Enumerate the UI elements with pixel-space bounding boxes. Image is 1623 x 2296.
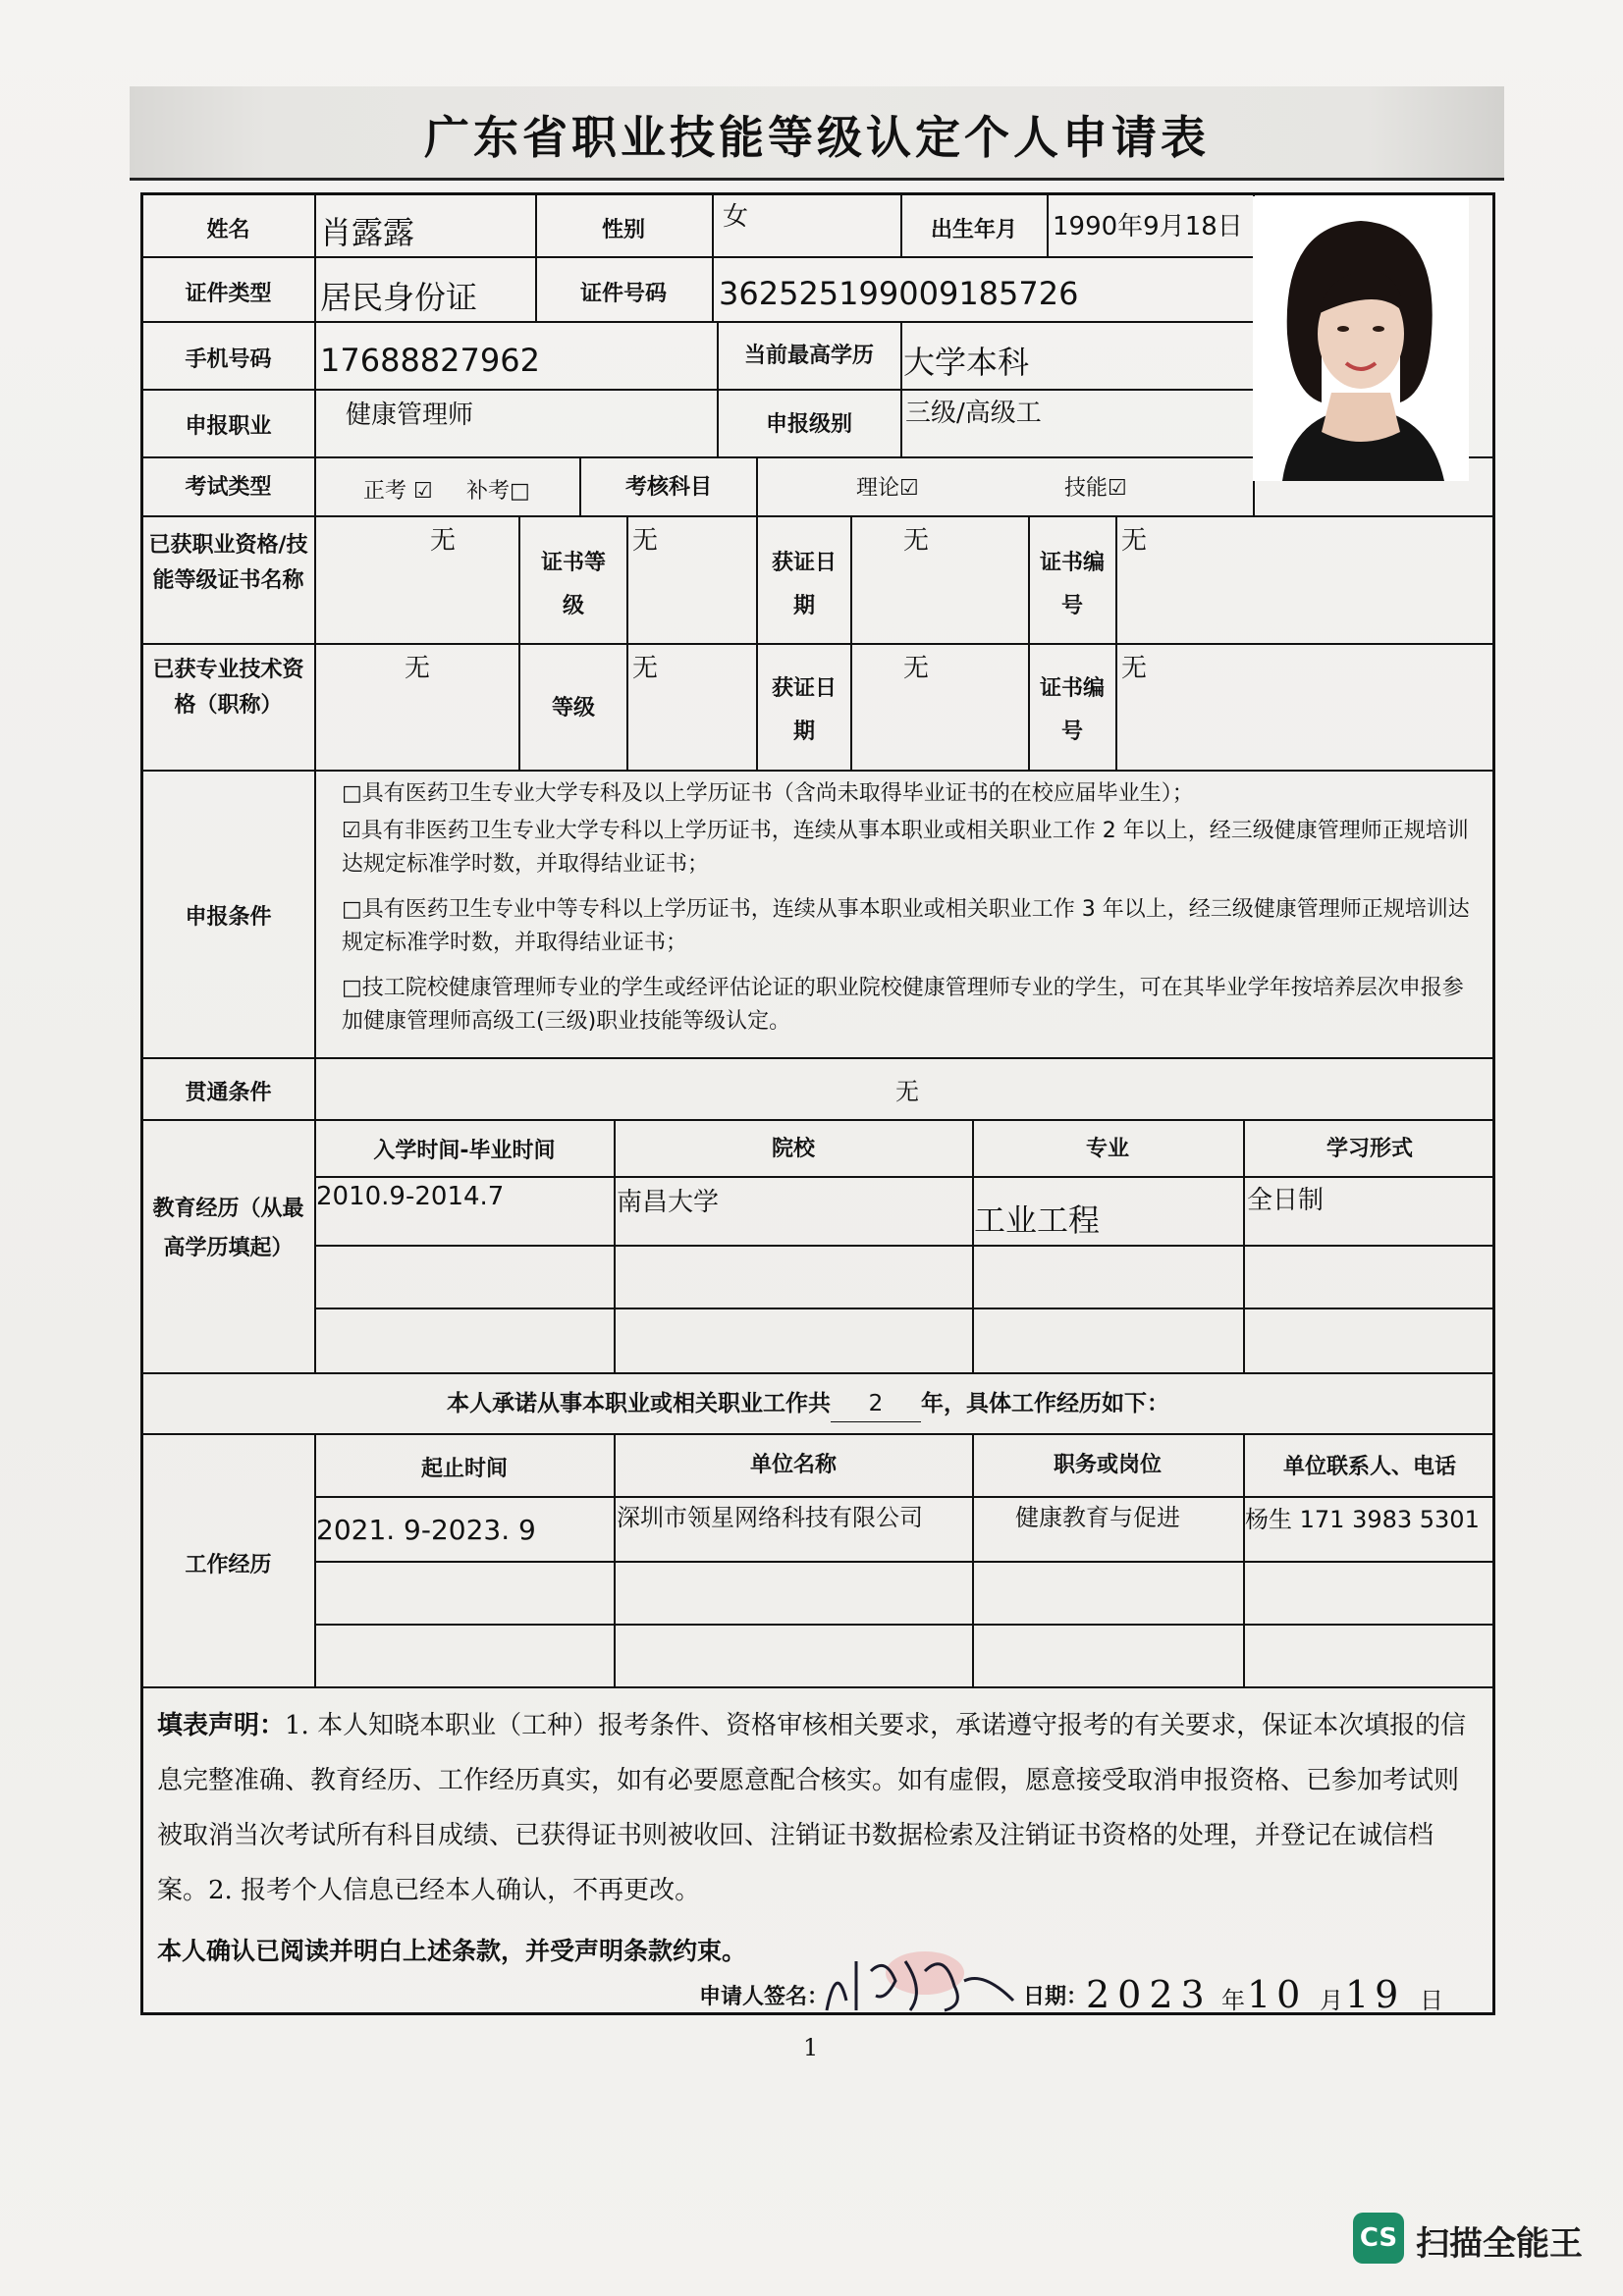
label-work: 工作经历: [185, 1553, 272, 1577]
work-header-position: 职务或岗位: [1053, 1453, 1162, 1477]
date-day: 19: [1345, 1973, 1405, 2016]
grid-line: [535, 192, 537, 321]
label-gender: 性别: [601, 218, 645, 242]
value-phone: 17688827962: [320, 342, 540, 379]
label-conditions: 申报条件: [185, 905, 272, 930]
label-date2: 获证日期: [771, 676, 837, 744]
value-id-type: 居民身份证: [320, 279, 478, 316]
grid-line: [314, 1624, 1495, 1626]
grid-line: [140, 1119, 1495, 1121]
date-year-unit: 年: [1221, 1987, 1245, 2014]
label-cert-level: 证书等级: [540, 551, 606, 618]
checkbox-formal-exam[interactable]: 正考 ☑: [363, 479, 433, 504]
value-name: 肖露露: [320, 214, 415, 251]
label-level2: 等级: [551, 696, 595, 721]
value-cert-level: 无: [632, 526, 659, 556]
grid-line: [140, 1686, 1495, 1688]
work-row-position: 健康教育与促进: [1015, 1504, 1180, 1531]
declaration: [157, 1698, 1473, 1918]
work-promise: [447, 1387, 1169, 1422]
label-job: 申报职业: [185, 414, 272, 439]
grid-line: [518, 515, 520, 770]
work-row-contact: 杨生 171 3983 5301: [1245, 1506, 1480, 1533]
label-edu: 当前最高学历: [743, 344, 874, 368]
grid-line: [314, 1245, 1495, 1247]
grid-line: [140, 643, 1495, 645]
work-row-company: 深圳市领星网络科技有限公司: [617, 1504, 923, 1531]
label-cert-date: 获证日期: [771, 551, 837, 618]
label-exam-type: 考试类型: [185, 475, 272, 500]
condition-4[interactable]: □技工院校健康管理师专业的学生或经评估论证的职业院校健康管理师专业的学生，可在其毕业学年按培养层次申报参加健康管理师高级工(三级)职业技能等级认定。: [342, 976, 1464, 1034]
camscanner-watermark: 扫描全能王: [1416, 2224, 1583, 2264]
value-edu: 大学本科: [903, 344, 1030, 381]
label-birth: 出生年月: [930, 218, 1017, 242]
condition-3[interactable]: □具有医药卫生专业中等专科以上学历证书，连续从事本职业或相关职业工作 3 年以上，经三级健康管理师正规培训达规定标准学时数，并取得结业证书；: [342, 897, 1470, 955]
condition-1[interactable]: □具有医药卫生专业大学专科及以上学历证书（含尚未取得毕业证书的在校应届毕业生）；: [342, 781, 1194, 806]
grid-line: [1028, 515, 1030, 770]
grid-line: [140, 321, 1253, 323]
grid-line: [756, 515, 758, 770]
checkbox-theory[interactable]: 理论☑: [856, 476, 919, 501]
work-header-company: 单位名称: [749, 1453, 837, 1477]
grid-line: [314, 1561, 1495, 1563]
edu-header-mode: 学习形式: [1325, 1137, 1413, 1161]
label-no2: 证书编号: [1039, 676, 1105, 744]
work-promise-suffix: 年，具体工作经历如下：: [921, 1391, 1169, 1416]
label-tech-title: 已获专业技术资格（职称）: [152, 658, 304, 718]
edu-row-major: 工业工程: [974, 1201, 1101, 1239]
date-month: 10: [1247, 1973, 1307, 2016]
grid-line: [314, 1308, 1495, 1309]
date-day-unit: 日: [1420, 1987, 1443, 2014]
declaration-head: 填表声明：: [157, 1711, 286, 1740]
grid-line: [140, 256, 1253, 258]
value-tech-title: 无: [405, 654, 431, 683]
grid-line: [850, 515, 852, 770]
edu-header-school: 院校: [771, 1137, 815, 1161]
value-gender: 女: [723, 202, 749, 232]
date-label: 日期：: [1023, 1985, 1089, 2009]
value-birth: 1990年9月18日: [1053, 212, 1243, 241]
signature-label: 申请人签名：: [699, 1985, 830, 2009]
grid-line: [140, 515, 1495, 517]
label-qual-name: 已获职业资格/技能等级证书名称: [148, 533, 308, 593]
label-pass-cond: 贯通条件: [185, 1081, 272, 1105]
work-years: 2: [831, 1387, 921, 1422]
grid-line: [717, 321, 719, 456]
work-row-period: 2021. 9-2023. 9: [316, 1514, 536, 1546]
grid-line: [140, 389, 1253, 391]
edu-row-mode: 全日制: [1247, 1186, 1325, 1215]
grid-line: [579, 456, 581, 515]
applicant-photo: [1253, 196, 1469, 481]
grid-line: [626, 515, 628, 770]
edu-header-major: 专业: [1085, 1137, 1129, 1161]
checkbox-makeup-exam[interactable]: 补考□: [466, 479, 530, 504]
label-id-type: 证件类型: [185, 282, 272, 306]
grid-line: [140, 1057, 1495, 1059]
grid-line: [314, 1176, 1495, 1178]
value-level2: 无: [632, 654, 659, 683]
label-education: 教育经历（从最高学历填起）: [152, 1197, 304, 1260]
value-job: 健康管理师: [346, 400, 474, 430]
edu-header-time: 入学时间-毕业时间: [373, 1139, 556, 1163]
value-id-no: 362525199009185726: [719, 275, 1079, 312]
value-cert-no: 无: [1121, 526, 1148, 556]
condition-2[interactable]: ☑具有非医药卫生专业大学专科以上学历证书，连续从事本职业或相关职业工作 2 年以上，经三级健康管理师正规培训达规定标准学时数，并取得结业证书；: [342, 819, 1469, 877]
date-year: 2023: [1086, 1973, 1213, 2016]
edu-row-school: 南昌大学: [617, 1188, 720, 1217]
grid-line: [712, 192, 714, 321]
value-no2: 无: [1121, 654, 1148, 683]
grid-line: [900, 192, 902, 256]
grid-line: [900, 321, 902, 456]
camscanner-logo: CS: [1353, 2213, 1404, 2264]
value-level: 三级/高级工: [905, 399, 1042, 428]
grid-line: [140, 1372, 1495, 1374]
label-id-no: 证件号码: [579, 282, 667, 306]
work-header-contact: 单位联系人、电话: [1282, 1455, 1456, 1479]
value-pass-cond: 无: [895, 1078, 919, 1105]
grid-line: [1115, 515, 1117, 770]
value-qual-name: 无: [430, 526, 457, 556]
label-exam-subject: 考核科目: [624, 475, 712, 500]
applicant-signature: [817, 1942, 1023, 2020]
grid-line: [140, 770, 1495, 772]
work-header-period: 起止时间: [420, 1457, 508, 1481]
grid-line: [756, 456, 758, 515]
confirmation-statement: 本人确认已阅读并明白上述条款，并受声明条款约束。: [157, 1937, 747, 1965]
work-promise-prefix: 本人承诺从事本职业或相关职业工作共: [447, 1391, 831, 1416]
checkbox-skill[interactable]: 技能☑: [1064, 476, 1127, 501]
grid-line: [140, 1433, 1495, 1435]
edu-row-time: 2010.9-2014.7: [316, 1182, 505, 1211]
date-month-unit: 月: [1320, 1987, 1343, 2014]
declaration-body: 1. 本人知晓本职业（工种）报考条件、资格审核相关要求，承诺遵守报考的有关要求，保证本次填报的信息完整准确、教育经历、工作经历真实，如有必要愿意配合核实。如有虚假，愿意接受取消申报资格、已参加考试则被取消当次考试所有科目成绩、已获得证书则被收回、注销证书数据检索及注销证书资格的处理，并登记在诚信档案。2. 报考个人信息已经本人确认，不再更改。: [157, 1711, 1467, 1905]
label-phone: 手机号码: [185, 347, 272, 372]
label-name: 姓名: [206, 218, 250, 242]
value-cert-date: 无: [903, 526, 930, 556]
grid-line: [1047, 192, 1049, 256]
value-date2: 无: [903, 654, 930, 683]
form-title: 广东省职业技能等级认定个人申请表: [424, 111, 1210, 164]
label-cert-no: 证书编号: [1039, 551, 1105, 618]
page-number: 1: [803, 2034, 819, 2061]
label-level: 申报级别: [765, 412, 852, 437]
